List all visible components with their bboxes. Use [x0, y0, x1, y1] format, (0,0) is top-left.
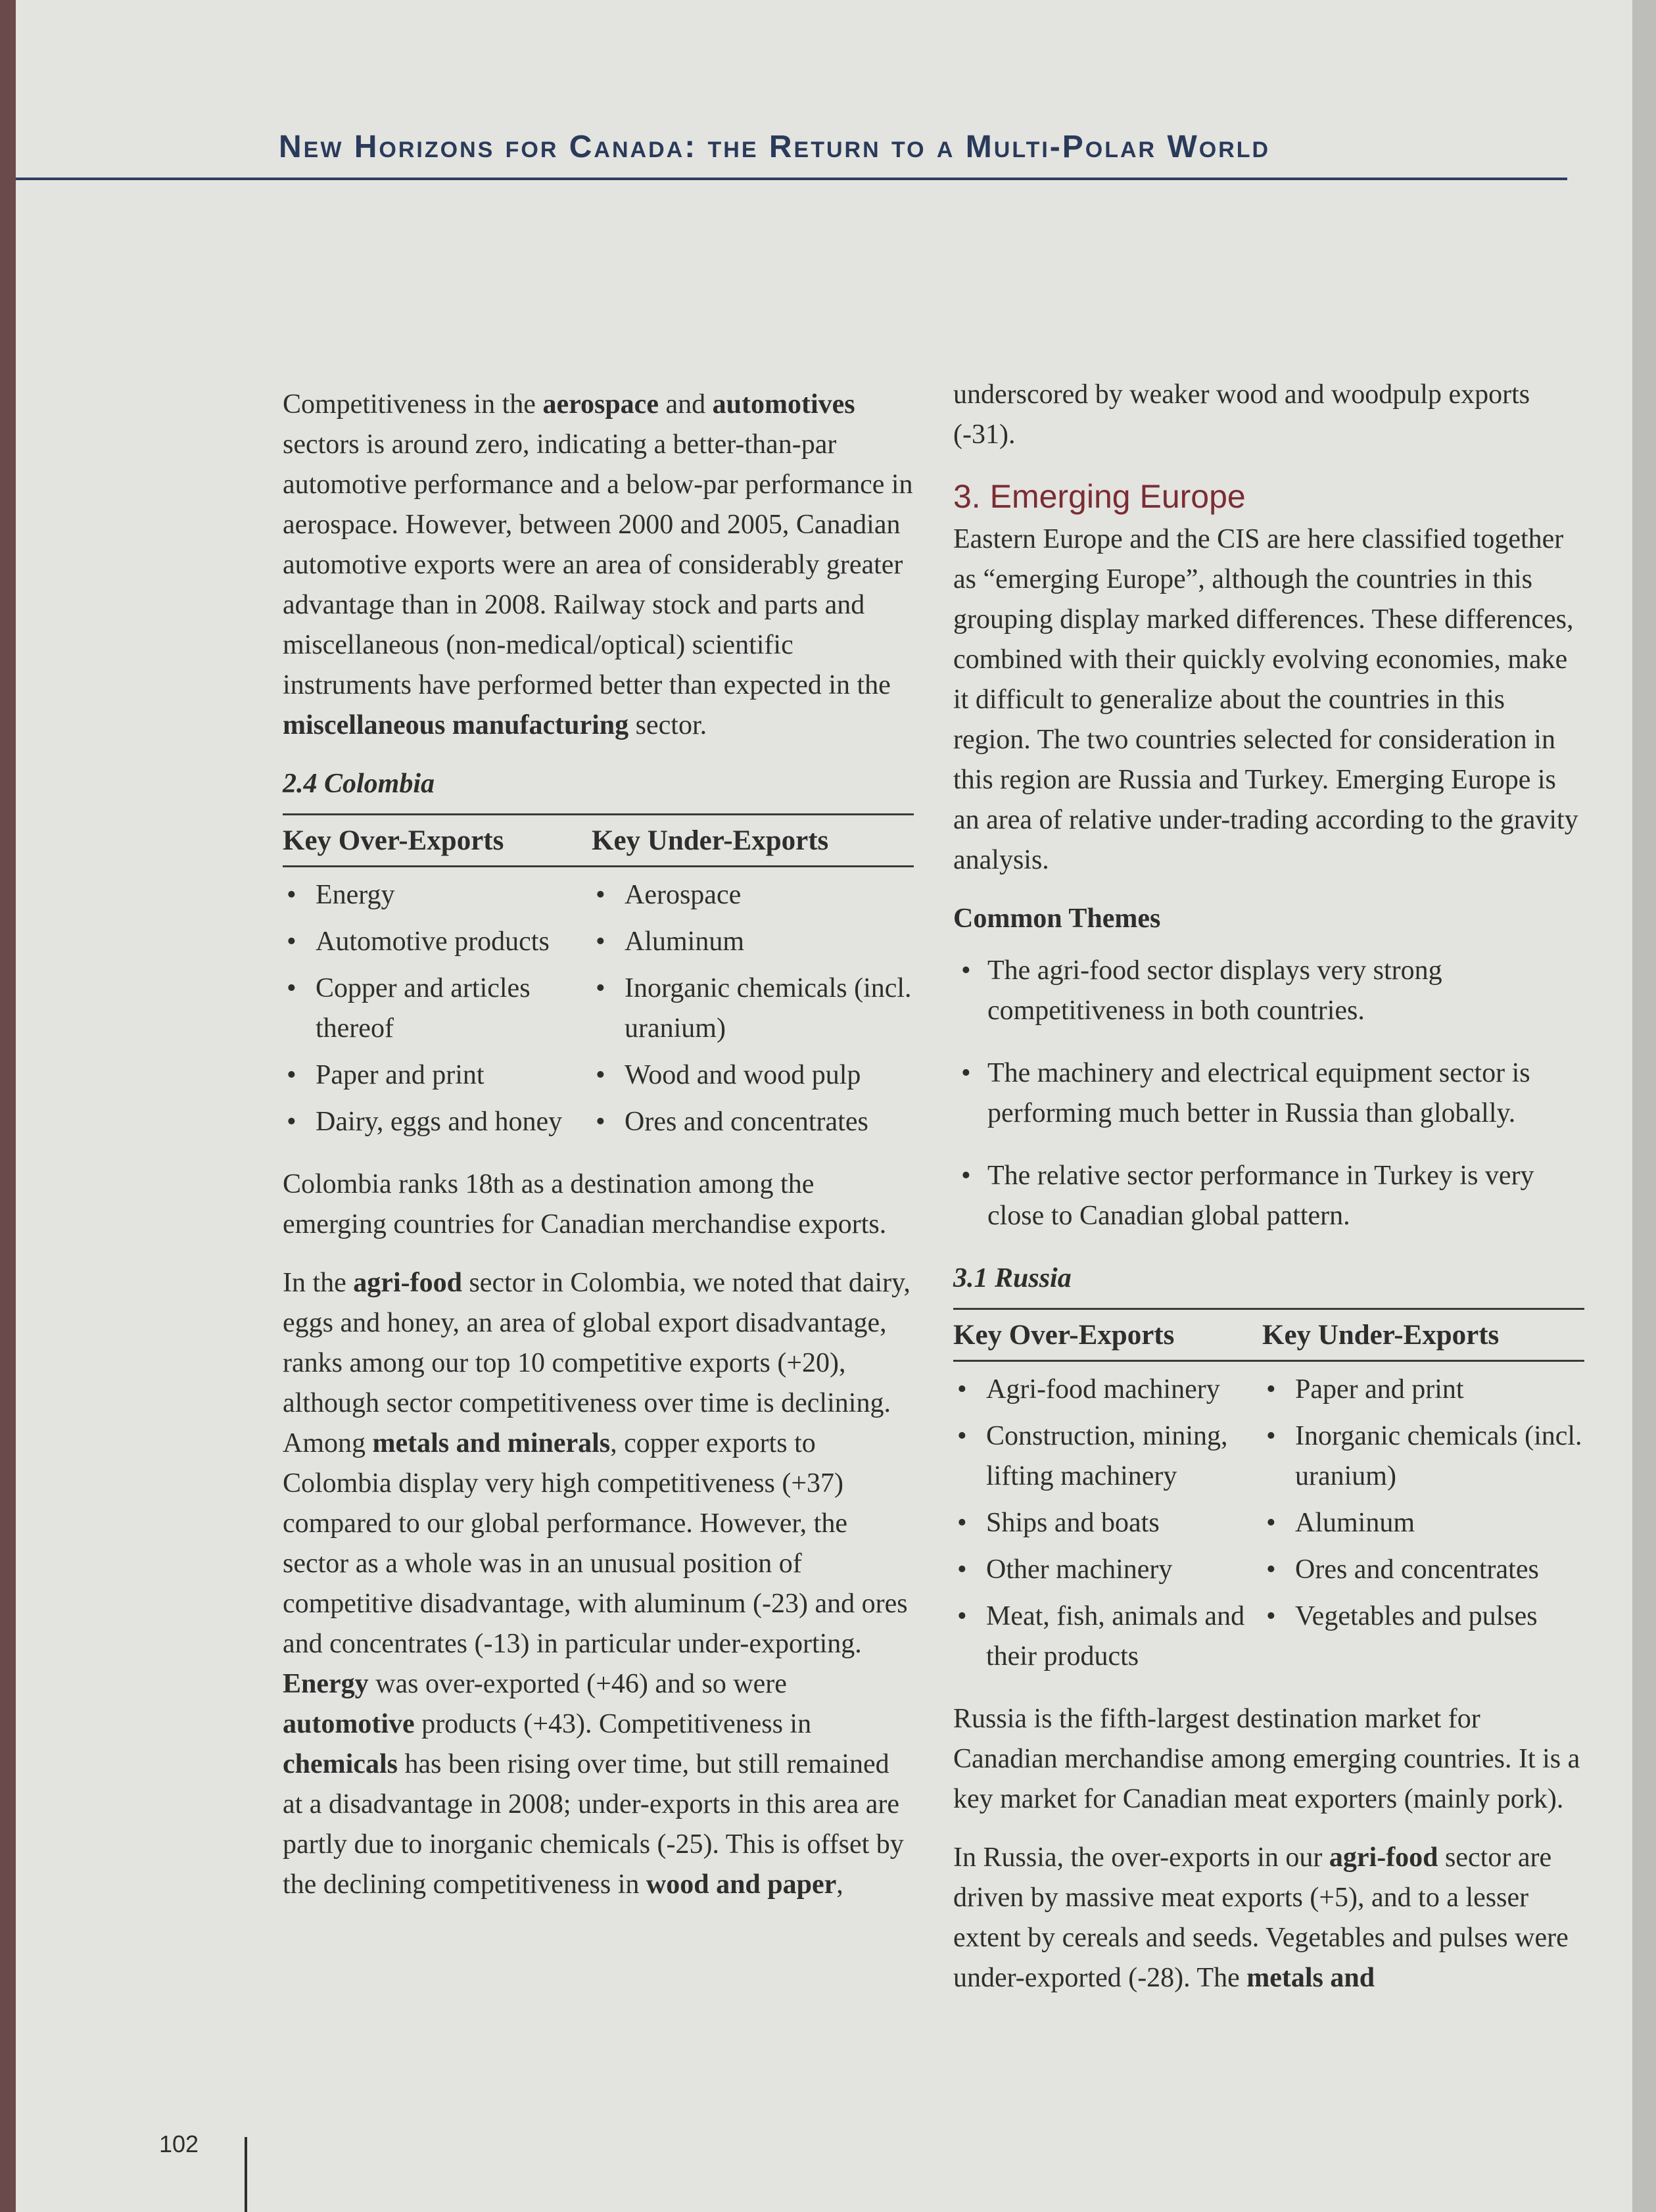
list-item: • Ores and concentrates	[1262, 1550, 1584, 1590]
list-item: • Agri-food machinery	[953, 1370, 1262, 1410]
list-item: • Inorganic chemicals (incl. uranium)	[1262, 1416, 1584, 1497]
list-item: • Aerospace	[592, 875, 914, 915]
bold-text: agri-food	[353, 1268, 462, 1298]
text-run: sector.	[628, 710, 707, 740]
list-item: • Wood and wood pulp	[592, 1055, 914, 1095]
list-item: • The machinery and electrical equipment sector is performing much better in Russia than globally.	[953, 1053, 1584, 1134]
colombia-paragraph-2	[283, 1263, 914, 1905]
list-item: • Ores and concentrates	[592, 1102, 914, 1142]
right-column	[953, 375, 1584, 2017]
bold-text: aerospace	[542, 389, 659, 420]
intro-paragraph	[283, 385, 914, 746]
left-column	[283, 385, 914, 1923]
under-exports-label: Key Under-Exports	[592, 825, 829, 856]
text-run: has been rising over time, but still remained at a disadvantage in 2008; under-exports in this area are partly due to inorganic chemicals (-25). This is offset by the declining competitiveness in	[283, 1749, 904, 1900]
list-item: • Automotive products	[283, 922, 592, 962]
list-item: • Paper and print	[1262, 1370, 1584, 1410]
bold-text: miscellaneous manufacturing	[283, 710, 629, 740]
text-run: In the	[283, 1268, 354, 1298]
bold-text: automotive	[283, 1709, 415, 1739]
list-item: • Construction, mining, lifting machinery	[953, 1416, 1262, 1497]
text-run: sectors is around zero, indicating a better-than-par automotive performance and a below-par performance in aerospace. However, between 2000 and 2005, Canadian automotive exports were an area of considerably greater advantage than in 2008. Railway stock and parts and miscellaneous (non-medical/optical) scientific instruments have performed better than expected in the	[283, 429, 913, 700]
table-header-row	[283, 815, 914, 865]
text-run: Competitiveness in the	[283, 389, 543, 420]
emerging-europe-paragraph: Eastern Europe and the CIS are here classified together as “emerging Europe”, although the countries in this grouping display marked differences. These differences, combined with their quickly evolving economies, make it difficult to generalize about the countries in this region. The two countries selected for consideration in this region are Russia and Turkey. Emerging Europe is an area of relative under-trading according to the gravity analysis.	[953, 524, 1578, 875]
list-item: • Energy	[283, 875, 592, 915]
table-header-row	[953, 1310, 1584, 1360]
colombia-paragraph-1: Colombia ranks 18th as a destination among the emerging countries for Canadian merchandise exports.	[283, 1169, 887, 1239]
under-exports-label: Key Under-Exports	[1262, 1320, 1500, 1351]
bold-text: metals and	[1246, 1963, 1375, 1993]
bold-text: automotives	[712, 389, 855, 420]
bold-text: metals and minerals	[372, 1428, 611, 1458]
text-run: ,	[836, 1869, 843, 1900]
list-item: • Other machinery	[953, 1550, 1262, 1590]
text-run: products (+43). Competitiveness in	[414, 1709, 812, 1739]
russia-heading: 3.1 Russia	[953, 1263, 1072, 1293]
over-exports-list	[953, 1370, 1262, 1683]
list-item: • Paper and print	[283, 1055, 592, 1095]
list-item: • The agri-food sector displays very strong competitiveness in both countries.	[953, 951, 1584, 1031]
colombia-heading: 2.4 Colombia	[283, 769, 435, 799]
russia-key-table	[953, 1308, 1584, 1683]
list-item: • Inorganic chemicals (incl. uranium)	[592, 969, 914, 1049]
list-item: • Meat, fish, animals and their products	[953, 1597, 1262, 1677]
list-item: • Vegetables and pulses	[1262, 1597, 1584, 1637]
russia-paragraph-1: Russia is the fifth-largest destination market for Canadian merchandise among emerging countries. It is a key market for Canadian meat exporters (mainly pork).	[953, 1704, 1580, 1814]
common-themes-heading: Common Themes	[953, 903, 1161, 934]
list-item: • Ships and boats	[953, 1503, 1262, 1543]
russia-paragraph-2	[953, 1838, 1584, 1998]
common-themes-list	[953, 951, 1584, 1236]
list-item: • Aluminum	[1262, 1503, 1584, 1543]
text-run: sector are driven by massive meat exports (+5), and to a lesser extent by cereals and seeds. Vegetables and pulses were under-exported (-28). The	[953, 1842, 1569, 1993]
text-run: , copper exports to Colombia display very high competitiveness (+37) compared to our global performance. However, the sector as a whole was in an unusual position of competitive disadvantage, with aluminum (-23) and ores and concentrates (-13) in particular under-exporting.	[283, 1428, 908, 1659]
colombia-key-table	[283, 813, 914, 1149]
under-exports-list	[592, 875, 914, 1149]
under-exports-list	[1262, 1370, 1584, 1683]
list-item: • The relative sector performance in Turkey is very close to Canadian global pattern.	[953, 1156, 1584, 1236]
over-exports-label: Key Over-Exports	[953, 1320, 1175, 1351]
bold-text: wood and paper	[646, 1869, 837, 1900]
bold-text: agri-food	[1329, 1842, 1438, 1873]
table-lists	[283, 867, 914, 1149]
book-spine	[0, 0, 16, 2212]
running-header: New Horizons for Canada: the Return to a Multi-Polar World	[279, 130, 1271, 164]
page-edge	[1632, 0, 1656, 2212]
over-exports-label: Key Over-Exports	[283, 825, 504, 856]
folio-rule	[245, 2137, 247, 2212]
continued-paragraph: underscored by weaker wood and woodpulp exports (-31).	[953, 379, 1530, 450]
table-lists	[953, 1362, 1584, 1683]
over-exports-list	[283, 875, 592, 1149]
bold-text: Energy	[283, 1669, 369, 1699]
text-run: was over-exported (+46) and so were	[368, 1669, 787, 1699]
bold-text: chemicals	[283, 1749, 398, 1779]
text-run: In Russia, the over-exports in our	[953, 1842, 1329, 1873]
page-number: 102	[159, 2130, 199, 2157]
header-rule	[16, 178, 1567, 180]
section-title: 3. Emerging Europe	[953, 478, 1246, 515]
list-item: • Aluminum	[592, 922, 914, 962]
list-item: • Copper and articles thereof	[283, 969, 592, 1049]
list-item: • Dairy, eggs and honey	[283, 1102, 592, 1142]
text-run: sector in Colombia, we noted that dairy, eggs and honey, an area of global export disadvantage, ranks among our top 10 competitive exports (+20), although sector competitiveness over time is declining. Among	[283, 1268, 911, 1458]
text-run: and	[658, 389, 713, 420]
